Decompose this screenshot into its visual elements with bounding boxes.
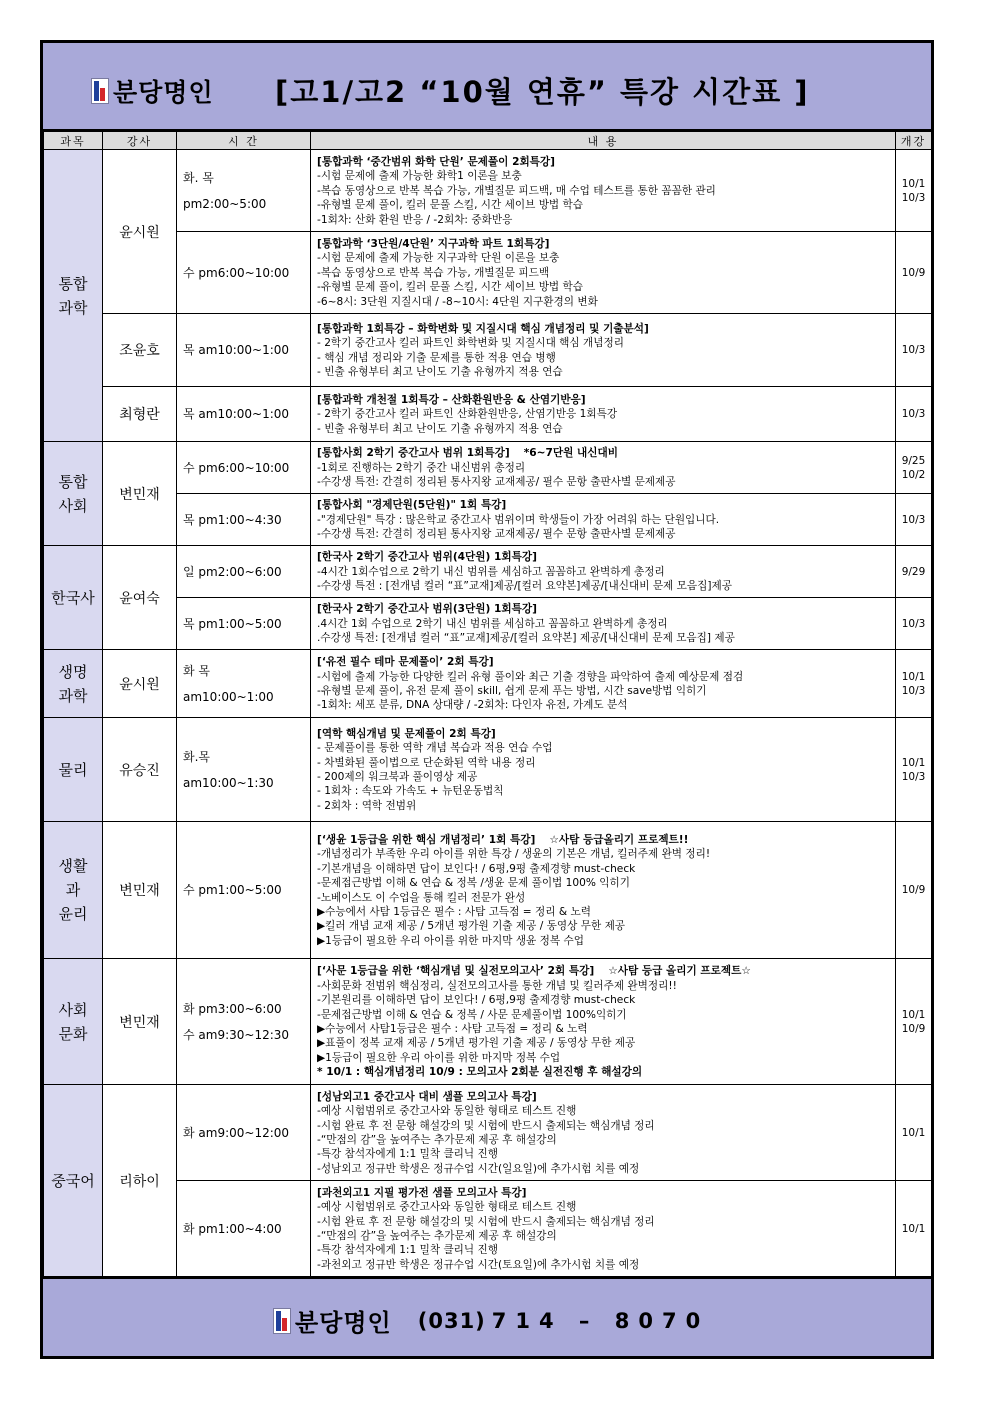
- course-detail-line: - 2학기 중간고사 킬러 파트인 산화환원반응, 산염기반응 1회특강: [317, 408, 618, 421]
- course-detail-line: -“만점의 감”을 높여주는 추가문제 제공 후 해설강의: [317, 1230, 557, 1242]
- course-detail-line: -복습 동영상으로 반복 복습 가능, 개별질문 피드백: [317, 266, 550, 279]
- table-row: [44, 387, 932, 442]
- course-detail-line: - 차별화된 풀이법으로 단순화된 역학 내용 정리: [317, 756, 536, 769]
- course-detail-line: - 빈출 유형부터 최고 난이도 기출 유형까지 적용 연습: [317, 365, 563, 378]
- content-cell: [311, 232, 896, 314]
- course-detail-line: -수강생 특전 : [전개념 컬러 “표”교재]제공/[컬러 요약본]제공/[내신대비 문제 모음집]제공: [317, 580, 732, 593]
- schedule-table: [43, 131, 932, 1277]
- course-detail-line: .4시간 1회 수업으로 2학기 내신 범위를 세심하고 꼼꼼하고 완벽하게 총정리: [317, 617, 668, 630]
- course-detail-line: - 문제풀이를 통한 역학 개념 복습과 적용 연습 수업: [317, 742, 553, 755]
- col-header-content: 내 용: [311, 132, 896, 150]
- course-detail-line: ▶수능에서 사탐 1등급은 필수 : 사탐 고득점 = 정리 & 노력: [317, 905, 591, 918]
- content-cell: [311, 387, 896, 442]
- course-title-note: ☆사탐 등급 올리기 프로젝트☆: [608, 965, 751, 978]
- col-header-teacher: 강사: [103, 132, 177, 150]
- course-detail-line: -사회문화 전범위 핵심정리, 실전모의고사를 통한 개념 및 킬러주제 완벽정리!!: [317, 979, 677, 992]
- col-header-time: 시 간: [177, 132, 311, 150]
- time-cell: 수 pm6:00~10:00: [177, 232, 311, 314]
- course-detail-line: - 핵심 개념 정리와 기출 문제를 통한 적용 연습 병행: [317, 351, 556, 364]
- table-row: [44, 494, 932, 546]
- header-logo: [91, 73, 214, 109]
- course-detail-line: ▶수능에서 사탐1등급은 필수 : 사탐 고득점 = 정리 & 노력: [317, 1023, 588, 1035]
- start-date-cell: 10/1 10/3: [896, 150, 932, 232]
- course-detail-line: ▶1등급이 필요한 우리 아이를 위한 마지막 생윤 정복 수업: [317, 934, 584, 947]
- col-header-subject: 과목: [44, 132, 103, 150]
- teacher-cell: 윤시원: [103, 650, 177, 718]
- course-detail-line: -개념정리가 부족한 우리 아이를 위한 특강 / 생윤의 기본은 개념, 킬러주제 완벽 정리!: [317, 848, 711, 861]
- start-date-cell: 10/3: [896, 494, 932, 546]
- content-cell: [311, 546, 896, 598]
- course-detail-line: - 200제의 워크북과 풀이영상 제공: [317, 771, 478, 783]
- course-title: [통합사회 2학기 중간고사 범위 1회특강] *6~7단원 내신대비: [317, 447, 618, 460]
- start-date-cell: 9/25 10/2: [896, 442, 932, 494]
- course-detail-line: -6~8시: 3단원 지질시대 / -8~10시: 4단원 지구환경의 변화: [317, 295, 598, 308]
- footer-logo: [273, 1303, 709, 1338]
- course-title: [통합과학 ‘중간범위 화학 단원’ 문제풀이 2회특강]: [317, 155, 555, 168]
- page-title: [고1/고2 “10월 연휴” 특강 시간표 ]: [275, 75, 810, 109]
- content-cell: [311, 150, 896, 232]
- table-row: [44, 1085, 932, 1181]
- teacher-cell: 조윤호: [103, 314, 177, 387]
- teacher-cell: 변민재: [103, 822, 177, 959]
- table-row: [44, 650, 932, 718]
- course-title: [‘유전 필수 테마 문제풀이’ 2회 특강]: [317, 656, 494, 669]
- course-detail-line: -유형별 문제 풀이, 킬러 문풀 스킬, 시간 세이브 방법 학습: [317, 281, 584, 294]
- course-detail-line: - 1회차 : 속도와 가속도 + 뉴턴운동법칙: [317, 785, 504, 798]
- brand-logo-icon: [273, 1308, 291, 1334]
- teacher-cell: 변민재: [103, 959, 177, 1085]
- course-title: [통합과학 개천절 1회특강 – 산화환원반응 & 산염기반응]: [317, 393, 586, 406]
- course-detail-line: ▶1등급이 필요한 우리 아이를 위한 마지막 정복 수업: [317, 1051, 561, 1064]
- course-detail-line: -시험 문제에 출제 가능한 화학1 이론을 보충: [317, 170, 522, 183]
- start-date-cell: 10/9: [896, 232, 932, 314]
- course-detail-line: - 빈출 유형부터 최고 난이도 기출 유형까지 적용 연습: [317, 422, 563, 435]
- subject-cell: 통합 과학: [44, 150, 103, 442]
- course-detail-line: -기본개념을 이해하면 답이 보인다! / 6평,9평 출제경향 must-check: [317, 862, 636, 875]
- course-title: [한국사 2학기 중간고사 범위(3단원) 1회특강]: [317, 603, 537, 616]
- course-detail-line: -특강 참석자에게 1:1 밀착 클리닉 진행: [317, 1148, 498, 1161]
- start-date-cell: 10/3: [896, 314, 932, 387]
- subject-cell: 통합 사회: [44, 442, 103, 546]
- subject-cell: 중국어: [44, 1085, 103, 1277]
- table-row: [44, 822, 932, 959]
- course-detail-line: -과천외고 정규반 학생은 정규수업 시간(토요일)에 추가시험 치를 예정: [317, 1258, 640, 1271]
- course-detail-line: -1회로 진행하는 2학기 중간 내신범위 총정리: [317, 461, 526, 474]
- content-cell: [311, 314, 896, 387]
- subject-cell: 한국사: [44, 546, 103, 650]
- course-detail-line: -유형별 문제 풀이, 유전 문제 풀이 skill, 쉽게 문제 푸는 방법, 시간 save방법 익히기: [317, 685, 707, 697]
- time-cell: 일 pm2:00~6:00: [177, 546, 311, 598]
- content-cell: [311, 598, 896, 650]
- time-cell: 목 am10:00~1:00: [177, 314, 311, 387]
- table-row: [44, 546, 932, 598]
- course-title: [과천외고1 지필 평가전 샘플 모의고사 특강]: [317, 1186, 527, 1199]
- teacher-cell: 리하이: [103, 1085, 177, 1277]
- content-cell: [311, 959, 896, 1085]
- course-detail-line: -수강생 특전: 간결히 정리된 통사지왕 교재제공/ 필수 문항 출판사별 문제제공: [317, 476, 676, 489]
- start-date-cell: 10/3: [896, 387, 932, 442]
- table-row: [44, 959, 932, 1085]
- table-row: [44, 1181, 932, 1277]
- course-detail-line: -기본원리를 이해하면 답이 보인다! / 6평,9평 출제경향 must-check: [317, 994, 636, 1007]
- time-cell: 화. 목 pm2:00~5:00: [177, 150, 311, 232]
- table-row: [44, 232, 932, 314]
- phone-area-code: (031): [417, 1308, 486, 1333]
- content-cell: [311, 494, 896, 546]
- course-detail-line: -“만점의 감”을 높여주는 추가문제 제공 후 해설강의: [317, 1134, 557, 1146]
- time-cell: 목 am10:00~1:00: [177, 387, 311, 442]
- time-cell: 화 목 am10:00~1:00: [177, 650, 311, 718]
- teacher-cell: 윤시원: [103, 150, 177, 314]
- content-cell: [311, 822, 896, 959]
- course-detail-line: -1회차: 산화 환원 반응 / -2회차: 중화반응: [317, 213, 513, 226]
- start-date-cell: 9/29: [896, 546, 932, 598]
- table-header-row: [44, 132, 932, 150]
- time-cell: 수 pm6:00~10:00: [177, 442, 311, 494]
- content-cell: [311, 718, 896, 822]
- subject-cell: 물리: [44, 718, 103, 822]
- time-cell: 목 pm1:00~4:30: [177, 494, 311, 546]
- teacher-cell: 최형란: [103, 387, 177, 442]
- timetable-frame: [40, 40, 934, 1359]
- course-detail-line: .수강생 특전: [전개념 컬러 “표”교재]제공/[컬러 요약본] 제공/[내신대비 문제 모음집] 제공: [317, 632, 735, 645]
- course-detail-line: -4시간 1회수업으로 2학기 내신 범위를 세심하고 꼼꼼하고 완벽하게 총정리: [317, 565, 665, 578]
- course-detail-line: - 2학기 중간고사 킬러 파트인 화학변화 및 지질시대 핵심 개념정리: [317, 337, 624, 350]
- course-detail-line: -시험에 출제 가능한 다양한 킬러 유형 풀이와 최근 기출 경향을 파악하여 출제 예상문제 점검: [317, 670, 744, 683]
- course-detail-line: -유형별 문제 풀이, 킬러 문풀 스킬, 시간 세이브 방법 학습: [317, 199, 584, 212]
- start-date-cell: 10/3: [896, 598, 932, 650]
- course-title: [‘생윤 1등급을 위한 핵심 개념정리’ 1회 특강] ☆사탐 등급올리기 프로젝트!!: [317, 833, 689, 846]
- subject-cell: 사회 문화: [44, 959, 103, 1085]
- subject-cell: 생명 과학: [44, 650, 103, 718]
- course-detail-line: ▶표풀이 정복 교재 제공 / 5개년 평가원 기출 제공 / 동영상 무한 제공: [317, 1037, 636, 1050]
- footer-brand-name: 분당명인: [295, 1309, 392, 1337]
- table-row: [44, 598, 932, 650]
- time-cell: 수 pm1:00~5:00: [177, 822, 311, 959]
- course-title: [통합과학 1회특강 – 화학변화 및 지질시대 핵심 개념정리 및 기출분석]: [317, 322, 649, 335]
- time-cell: 화 am9:00~12:00: [177, 1085, 311, 1181]
- course-detail-line: -문제접근방법 이해 & 연습 & 정복 /생윤 문제 풀이법 100% 익히기: [317, 877, 631, 890]
- course-title-note: ☆사탐 등급올리기 프로젝트!!: [549, 833, 689, 846]
- start-date-cell: 10/1 10/9: [896, 959, 932, 1085]
- course-title-note: *6~7단원 내신대비: [523, 447, 618, 460]
- course-detail-line: -1회차: 세포 분류, DNA 상대량 / -2회차: 다인자 유전, 가계도 분석: [317, 699, 628, 712]
- start-date-cell: 10/9: [896, 822, 932, 959]
- brand-logo-icon: [91, 78, 109, 104]
- col-header-start: 개강: [896, 132, 932, 150]
- course-detail-line: ▶킬러 개념 교재 제공 / 5개년 평가원 기출 제공 / 동영상 무한 제공: [317, 920, 626, 933]
- time-cell: 화 pm3:00~6:00 수 am9:30~12:30: [177, 959, 311, 1085]
- course-detail-line: * 10/1 : 핵심개념정리 10/9 : 모의고사 2회분 실전진행 후 해설강의: [317, 1066, 643, 1079]
- course-title: [성남외고1 중간고사 대비 샘플 모의고사 특강]: [317, 1090, 537, 1103]
- table-row: [44, 718, 932, 822]
- start-date-cell: 10/1 10/3: [896, 650, 932, 718]
- table-row: [44, 442, 932, 494]
- start-date-cell: 10/1: [896, 1085, 932, 1181]
- course-detail-line: -"경제단원" 특강 : 많은학교 중간고사 범위이며 학생들이 가장 어려워 하는 단원입니다.: [317, 513, 720, 526]
- course-title: [통합사회 "경제단원(5단원)" 1회 특강]: [317, 499, 507, 512]
- course-detail-line: -성남외고 정규반 학생은 정규수업 시간(일요일)에 추가시험 치를 예정: [317, 1162, 640, 1175]
- course-detail-line: - 2회차 : 역학 전범위: [317, 799, 417, 812]
- teacher-cell: 변민재: [103, 442, 177, 546]
- course-detail-line: -수강생 특전: 간결히 정리된 통사지왕 교재제공/ 필수 문항 출판사별 문제제공: [317, 528, 676, 541]
- course-detail-line: -특강 참석자에게 1:1 밀착 클리닉 진행: [317, 1244, 498, 1257]
- content-cell: [311, 1181, 896, 1277]
- course-detail-line: -노베이스도 이 수업을 통해 킬러 전문가 완성: [317, 891, 526, 904]
- time-cell: 화 pm1:00~4:00: [177, 1181, 311, 1277]
- course-detail-line: -시험 완료 후 전 문항 해설강의 및 시험에 반드시 출제되는 핵심개념 정리: [317, 1119, 655, 1132]
- table-row: [44, 150, 932, 232]
- course-detail-line: -예상 시험범위로 중간고사와 동일한 형태로 테스트 진행: [317, 1201, 577, 1214]
- teacher-cell: 유승진: [103, 718, 177, 822]
- course-title: [‘사문 1등급을 위한 ‘핵심개념 및 실전모의고사’ 2회 특강] ☆사탐 등급 올리기 프로젝트☆: [317, 965, 751, 978]
- table-row: [44, 314, 932, 387]
- course-title: [한국사 2학기 중간고사 범위(4단원) 1회특강]: [317, 551, 537, 564]
- content-cell: [311, 1085, 896, 1181]
- course-detail-line: -예상 시험범위로 중간고사와 동일한 형태로 테스트 진행: [317, 1105, 577, 1118]
- header-banner: [43, 43, 931, 131]
- time-cell: 화.목 am10:00~1:30: [177, 718, 311, 822]
- teacher-cell: 윤여숙: [103, 546, 177, 650]
- phone-number: 714 – 8070: [491, 1308, 710, 1333]
- course-title: [역학 핵심개념 및 문제풀이 2회 특강]: [317, 727, 496, 740]
- course-detail-line: -시험 문제에 출제 가능한 지구과학 단원 이론을 보충: [317, 252, 560, 265]
- start-date-cell: 10/1 10/3: [896, 718, 932, 822]
- content-cell: [311, 442, 896, 494]
- footer-banner: [43, 1277, 931, 1356]
- content-cell: [311, 650, 896, 718]
- subject-cell: 생활 과 윤리: [44, 822, 103, 959]
- time-cell: 목 pm1:00~5:00: [177, 598, 311, 650]
- course-title: [통합과학 ‘3단원/4단원’ 지구과학 파트 1회특강]: [317, 237, 550, 250]
- start-date-cell: 10/1: [896, 1181, 932, 1277]
- course-detail-line: -시험 완료 후 전 문항 해설강의 및 시험에 반드시 출제되는 핵심개념 정리: [317, 1215, 655, 1228]
- course-detail-line: -문제접근방법 이해 & 연습 & 정복 / 사문 문제풀이법 100%익히기: [317, 1008, 627, 1021]
- brand-name: 분당명인: [113, 78, 214, 107]
- course-detail-line: -복습 동영상으로 반복 복습 가능, 개별질문 피드백, 매 수업 테스트를 통한 꼼꼼한 관리: [317, 184, 716, 197]
